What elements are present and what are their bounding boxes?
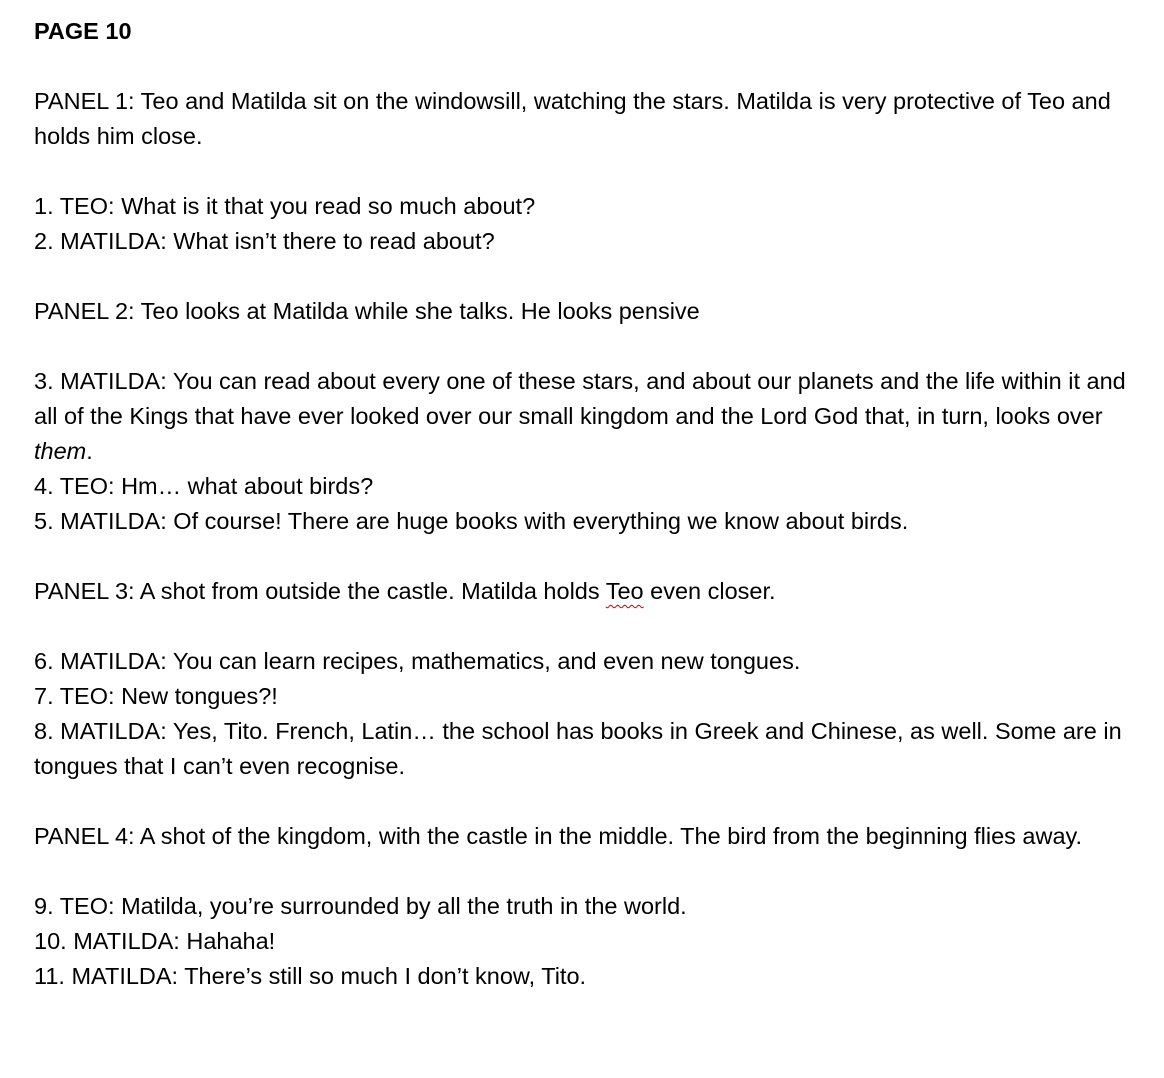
- spacer: [34, 259, 1134, 294]
- dialogue-line-3-emphasis: them: [34, 438, 87, 464]
- panel-4-description: PANEL 4: A shot of the kingdom, with the castle in the middle. The bird from the beginning flies away.: [34, 823, 1083, 849]
- panel-3-description-end: even closer.: [643, 578, 776, 604]
- spacer: [34, 609, 1134, 644]
- spacer: [34, 539, 1134, 574]
- dialogue-line-11: 11. MATILDA: There’s still so much I don’t know, Tito.: [34, 963, 587, 989]
- spacer: [34, 329, 1134, 364]
- dialogue-line-3-end: .: [86, 438, 93, 464]
- dialogue-line-9: 9. TEO: Matilda, you’re surrounded by all the truth in the world.: [34, 893, 687, 919]
- spacer: [34, 49, 1134, 84]
- dialogue-line-3: [34, 364, 1134, 469]
- spellcheck-flagged-word[interactable]: Teo: [605, 578, 644, 604]
- dialogue-line-8: 8. MATILDA: Yes, Tito. French, Latin… the school has books in Greek and Chinese, as well. Some are in tongues that I can’t even recognise.: [34, 718, 1122, 779]
- spacer: [34, 154, 1134, 189]
- dialogue-line-7: 7. TEO: New tongues?!: [34, 683, 278, 709]
- dialogue-line-5: 5. MATILDA: Of course! There are huge books with everything we know about birds.: [34, 508, 909, 534]
- dialogue-line-10: 10. MATILDA: Hahaha!: [34, 928, 276, 954]
- dialogue-line-6: 6. MATILDA: You can learn recipes, mathematics, and even new tongues.: [34, 648, 801, 674]
- spacer: [34, 784, 1134, 819]
- panel-3-description: [34, 574, 1134, 609]
- panel-2-description: PANEL 2: Teo looks at Matilda while she talks. He looks pensive: [34, 298, 700, 324]
- spacer: [34, 854, 1134, 889]
- panel-3-description-start: PANEL 3: A shot from outside the castle. Matilda holds: [34, 578, 606, 604]
- dialogue-line-4: 4. TEO: Hm… what about birds?: [34, 473, 374, 499]
- dialogue-line-2: 2. MATILDA: What isn’t there to read about?: [34, 228, 495, 254]
- dialogue-line-1: 1. TEO: What is it that you read so much about?: [34, 193, 536, 219]
- panel-1-description: PANEL 1: Teo and Matilda sit on the windowsill, watching the stars. Matilda is very protective of Teo and holds him close.: [34, 88, 1111, 149]
- dialogue-line-3-text: 3. MATILDA: You can read about every one of these stars, and about our planets and the life within it and all of the Kings that have ever looked over our small kingdom and the Lord God that, in turn, looks over: [34, 368, 1126, 429]
- page-title: PAGE 10: [34, 18, 132, 44]
- script-page: [34, 14, 1134, 994]
